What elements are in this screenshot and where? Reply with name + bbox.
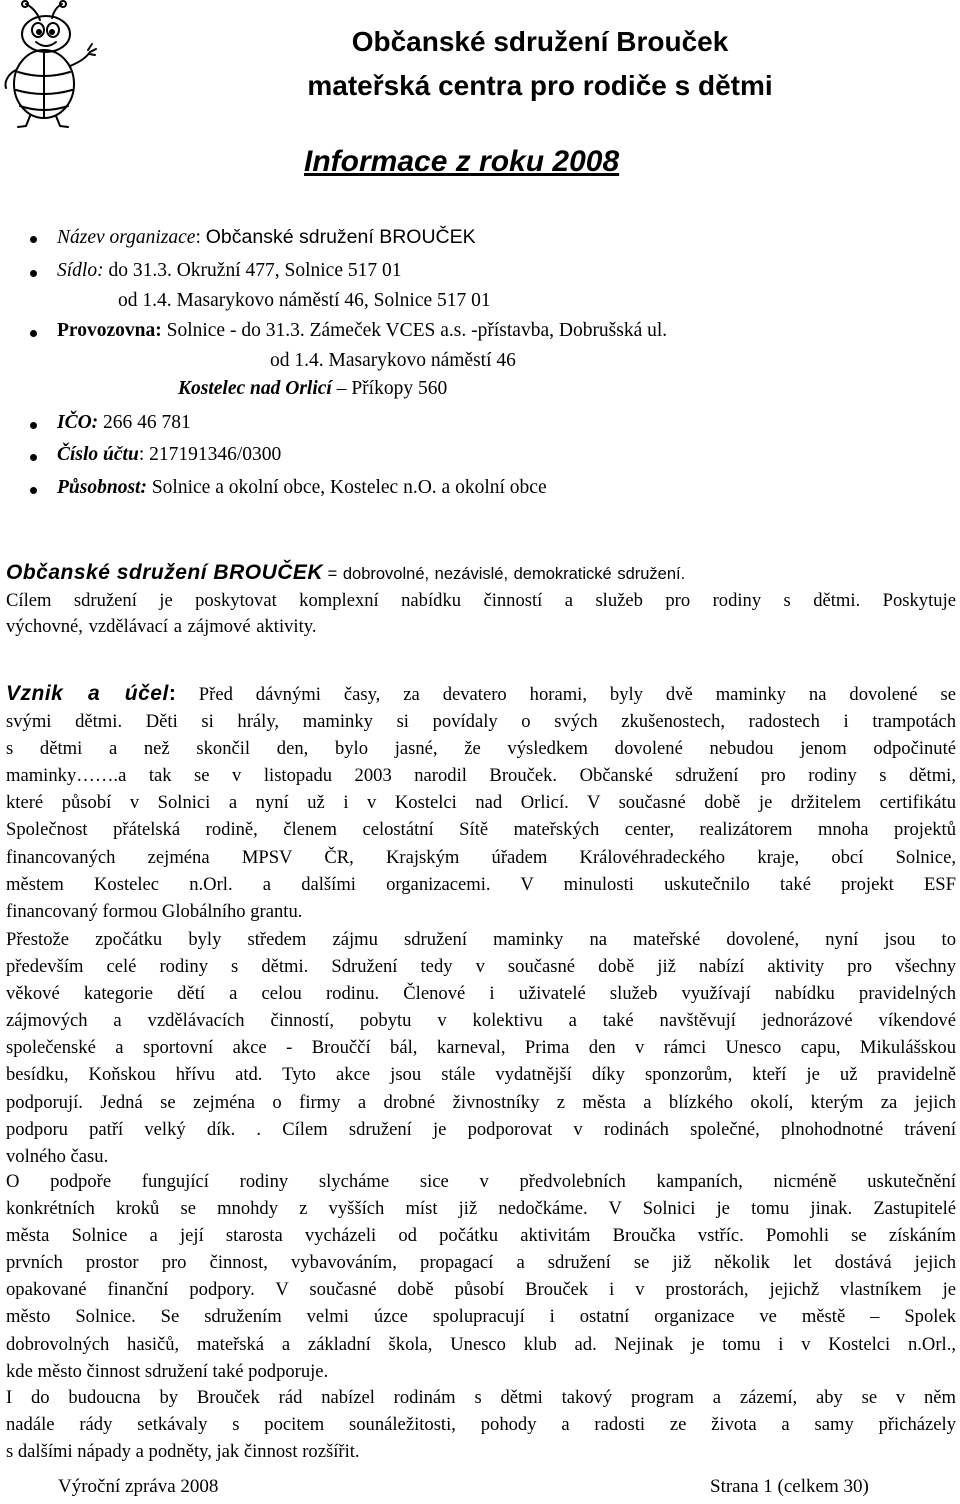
info-scope-label: Působnost: xyxy=(57,477,147,498)
info-operation-line1: Solnice - do 31.3. Zámeček VCES a.s. -přístavba, Dobrušská ul. xyxy=(166,320,668,341)
origin-line: městem Kostelec n.Orl. a dalšími organizacemi. V minulosti uskutečnilo také projekt ESF xyxy=(6,873,956,895)
info-ico-label: IČO: xyxy=(57,412,99,433)
activities-line: zájmových a vzdělávacích činností, pobytu v kolektivu a také navštěvují jednorázové víkendové xyxy=(6,1010,956,1032)
info-name-label: Název organizace xyxy=(57,227,196,248)
activities-line: volného času. xyxy=(6,1145,109,1167)
footer-report-name: Výroční zpráva 2008 xyxy=(58,1476,219,1497)
info-account-label: Číslo účtu xyxy=(57,444,139,465)
future-line: nadále rády setkávaly s pocitem sounáležitosti, pohody a radosti ze života a samy přicházely xyxy=(6,1414,956,1436)
info-operation-line2: od 1.4. Masarykovo náměstí 46 xyxy=(270,350,516,371)
future-line: I do budoucna by Brouček rád nabízel rodinám s dětmi takový program a zázemí, aby se v něm xyxy=(6,1387,956,1408)
intro-line2: Cílem sdružení je poskytovat komplexní nabídku činností a služeb pro rodiny s dětmi. Poskytuje xyxy=(6,589,956,611)
origin-line: které působí v Solnici a nyní už i v Kostelci nad Orlicí. V současné době je držitelem certifikátu xyxy=(6,792,956,814)
support-line: prvních prostor pro činnost, vybavováním, propagací a sdružení se již několik let dostává jejich xyxy=(6,1252,956,1274)
intro-definition: = dobrovolné, nezávislé, demokratické sdružení. xyxy=(327,565,686,583)
report-subtitle: Informace z roku 2008 xyxy=(304,145,620,178)
origin-heading: Vznik a účel xyxy=(6,682,169,705)
support-line: města Solnice a její starosta vycházeli od počátku aktivitám Broučka vstříc. Pomohli se získáním xyxy=(6,1225,956,1247)
activities-line: především celé rodiny s dětmi. Sdružení tedy v současné době již nabízí aktivity pro všechny xyxy=(6,956,956,978)
info-operation-place: Kostelec nad Orlicí xyxy=(178,378,332,399)
intro-section xyxy=(6,560,956,641)
origin-paragraph xyxy=(6,680,956,925)
info-seat-line1: do 31.3. Okružní 477, Solnice 517 01 xyxy=(108,260,402,281)
support-paragraph xyxy=(6,1168,956,1385)
info-operation-line3: Kostelec nad Orlicí – Příkopy 560 xyxy=(178,378,448,399)
origin-line: maminky…….a tak se v listopadu 2003 narodil Brouček. Občanské sdružení pro rodiny s dětmi, xyxy=(6,765,956,787)
intro-line3: výchovné, vzdělávací a zájmové aktivity. xyxy=(6,616,317,637)
future-line: s dalšími nápady a podněty, jak činnost rozšířit. xyxy=(6,1441,360,1463)
future-paragraph xyxy=(6,1384,956,1465)
info-operation-address: Příkopy 560 xyxy=(351,378,448,399)
bullet-icon xyxy=(30,330,37,337)
origin-line: financovaných zejména MPSV ČR, Krajským úřadem Královéhradeckého kraje, obcí Solnice, xyxy=(6,846,956,868)
info-name-value: Občanské sdružení BROUČEK xyxy=(205,226,476,248)
page-title-line2: mateřská centra pro rodiče s dětmi xyxy=(307,70,773,101)
info-scope xyxy=(57,477,547,499)
origin-line: Společnost přátelská rodině, členem celostátní Sítě mateřských center, realizátorem mnoha projektů xyxy=(6,819,956,841)
support-line: opakované finanční podpory. V současné době působí Brouček i v prostorách, jejichž vlastníkem je xyxy=(6,1279,956,1301)
origin-line-0: Vznik a účel: Před dávnými časy, za devatero horami, byly dvě maminky na dovolené se xyxy=(6,682,956,705)
origin-line-0-text: Před dávnými časy, za devatero horami, byly dvě maminky na dovolené se xyxy=(198,684,956,705)
activities-line: věkové kategorie dětí a celou rodinu. Členové i uživatelé služeb využívají nabídku pravidelných xyxy=(6,983,956,1005)
origin-line: svými dětmi. Děti si hrály, maminky si povídaly o svých zkušenostech, radostech i trampotách xyxy=(6,711,956,733)
activities-line: společenské a sportovní akce - Brouččí bál, karneval, Prima den v rámci Unesco capu, Mikulášskou xyxy=(6,1037,956,1059)
origin-line: s dětmi a než skončil den, bylo jasné, že výsledkem dovolené nebudou jenom odpočinuté xyxy=(6,738,956,760)
intro-heading: Občanské sdružení BROUČEK xyxy=(6,561,324,584)
info-scope-value: Solnice a okolní obce, Kostelec n.O. a okolní obce xyxy=(151,477,547,498)
activities-line: Přestože zpočátku byly středem zájmu sdružení maminky na mateřské dovolené, nyní jsou to xyxy=(6,929,956,950)
support-line: město Solnice. Se sdružením velmi úzce spolupracují i ostatní organizace ve městě – Spolek xyxy=(6,1306,956,1328)
info-operation-label: Provozovna: xyxy=(57,320,162,341)
activities-line: podporují. Jedná se zejména o firmy a drobné živnostníky z města a blízkého okolí, kterým za jejich xyxy=(6,1091,956,1113)
support-line: kde město činnost sdružení také podporuje. xyxy=(6,1360,329,1382)
activities-line: podporu patří velký dík. . Cílem sdružení je podporovat v rodinách společné, plnohodnotné trávení xyxy=(6,1118,956,1140)
bullet-icon xyxy=(30,422,37,429)
info-seat-line2: od 1.4. Masarykovo náměstí 46, Solnice 517 01 xyxy=(118,290,491,311)
activities-line: besídku, Koňskou hřívu atd. Tyto akce jsou stále vydatnější díky sponzorům, kteří je už pravidelně xyxy=(6,1064,956,1086)
support-line: O podpoře fungující rodiny slycháme sice v předvolebních kampaních, nicméně uskutečnění xyxy=(6,1171,956,1192)
info-name: Název organizace: Občanské sdružení BROUČEK xyxy=(57,226,476,248)
info-ico-value: 266 46 781 xyxy=(103,412,191,433)
info-account: Číslo účtu: 217191346/0300 xyxy=(57,444,282,465)
page-title: Občanské sdružení Brouček xyxy=(351,26,729,57)
bullet-icon xyxy=(30,487,37,494)
info-operation xyxy=(57,320,667,342)
support-line: konkrétních kroků se mnohdy z vyšších míst již nedočkáme. V Solnici je tomu jinak. Zastupitelé xyxy=(6,1198,956,1220)
bullet-icon xyxy=(30,454,37,461)
info-account-value: 217191346/0300 xyxy=(149,444,282,465)
info-seat-label: Sídlo: xyxy=(57,260,104,281)
bullet-icon xyxy=(30,270,37,277)
bullet-icon xyxy=(30,236,37,243)
info-seat xyxy=(57,260,401,282)
intro-line1 xyxy=(6,560,956,588)
origin-line: financovaný formou Globálního grantu. xyxy=(6,900,303,922)
beetle-mascot-logo xyxy=(0,0,112,130)
footer-page-number: Strana 1 (celkem 30) xyxy=(710,1476,869,1497)
activities-paragraph xyxy=(6,926,956,1170)
info-ico xyxy=(57,412,191,434)
support-line: dobrovolných hasičů, mateřská a základní škola, Unesco klub ad. Nejinak je tomu i v Kostelci n.Orl., xyxy=(6,1333,956,1355)
